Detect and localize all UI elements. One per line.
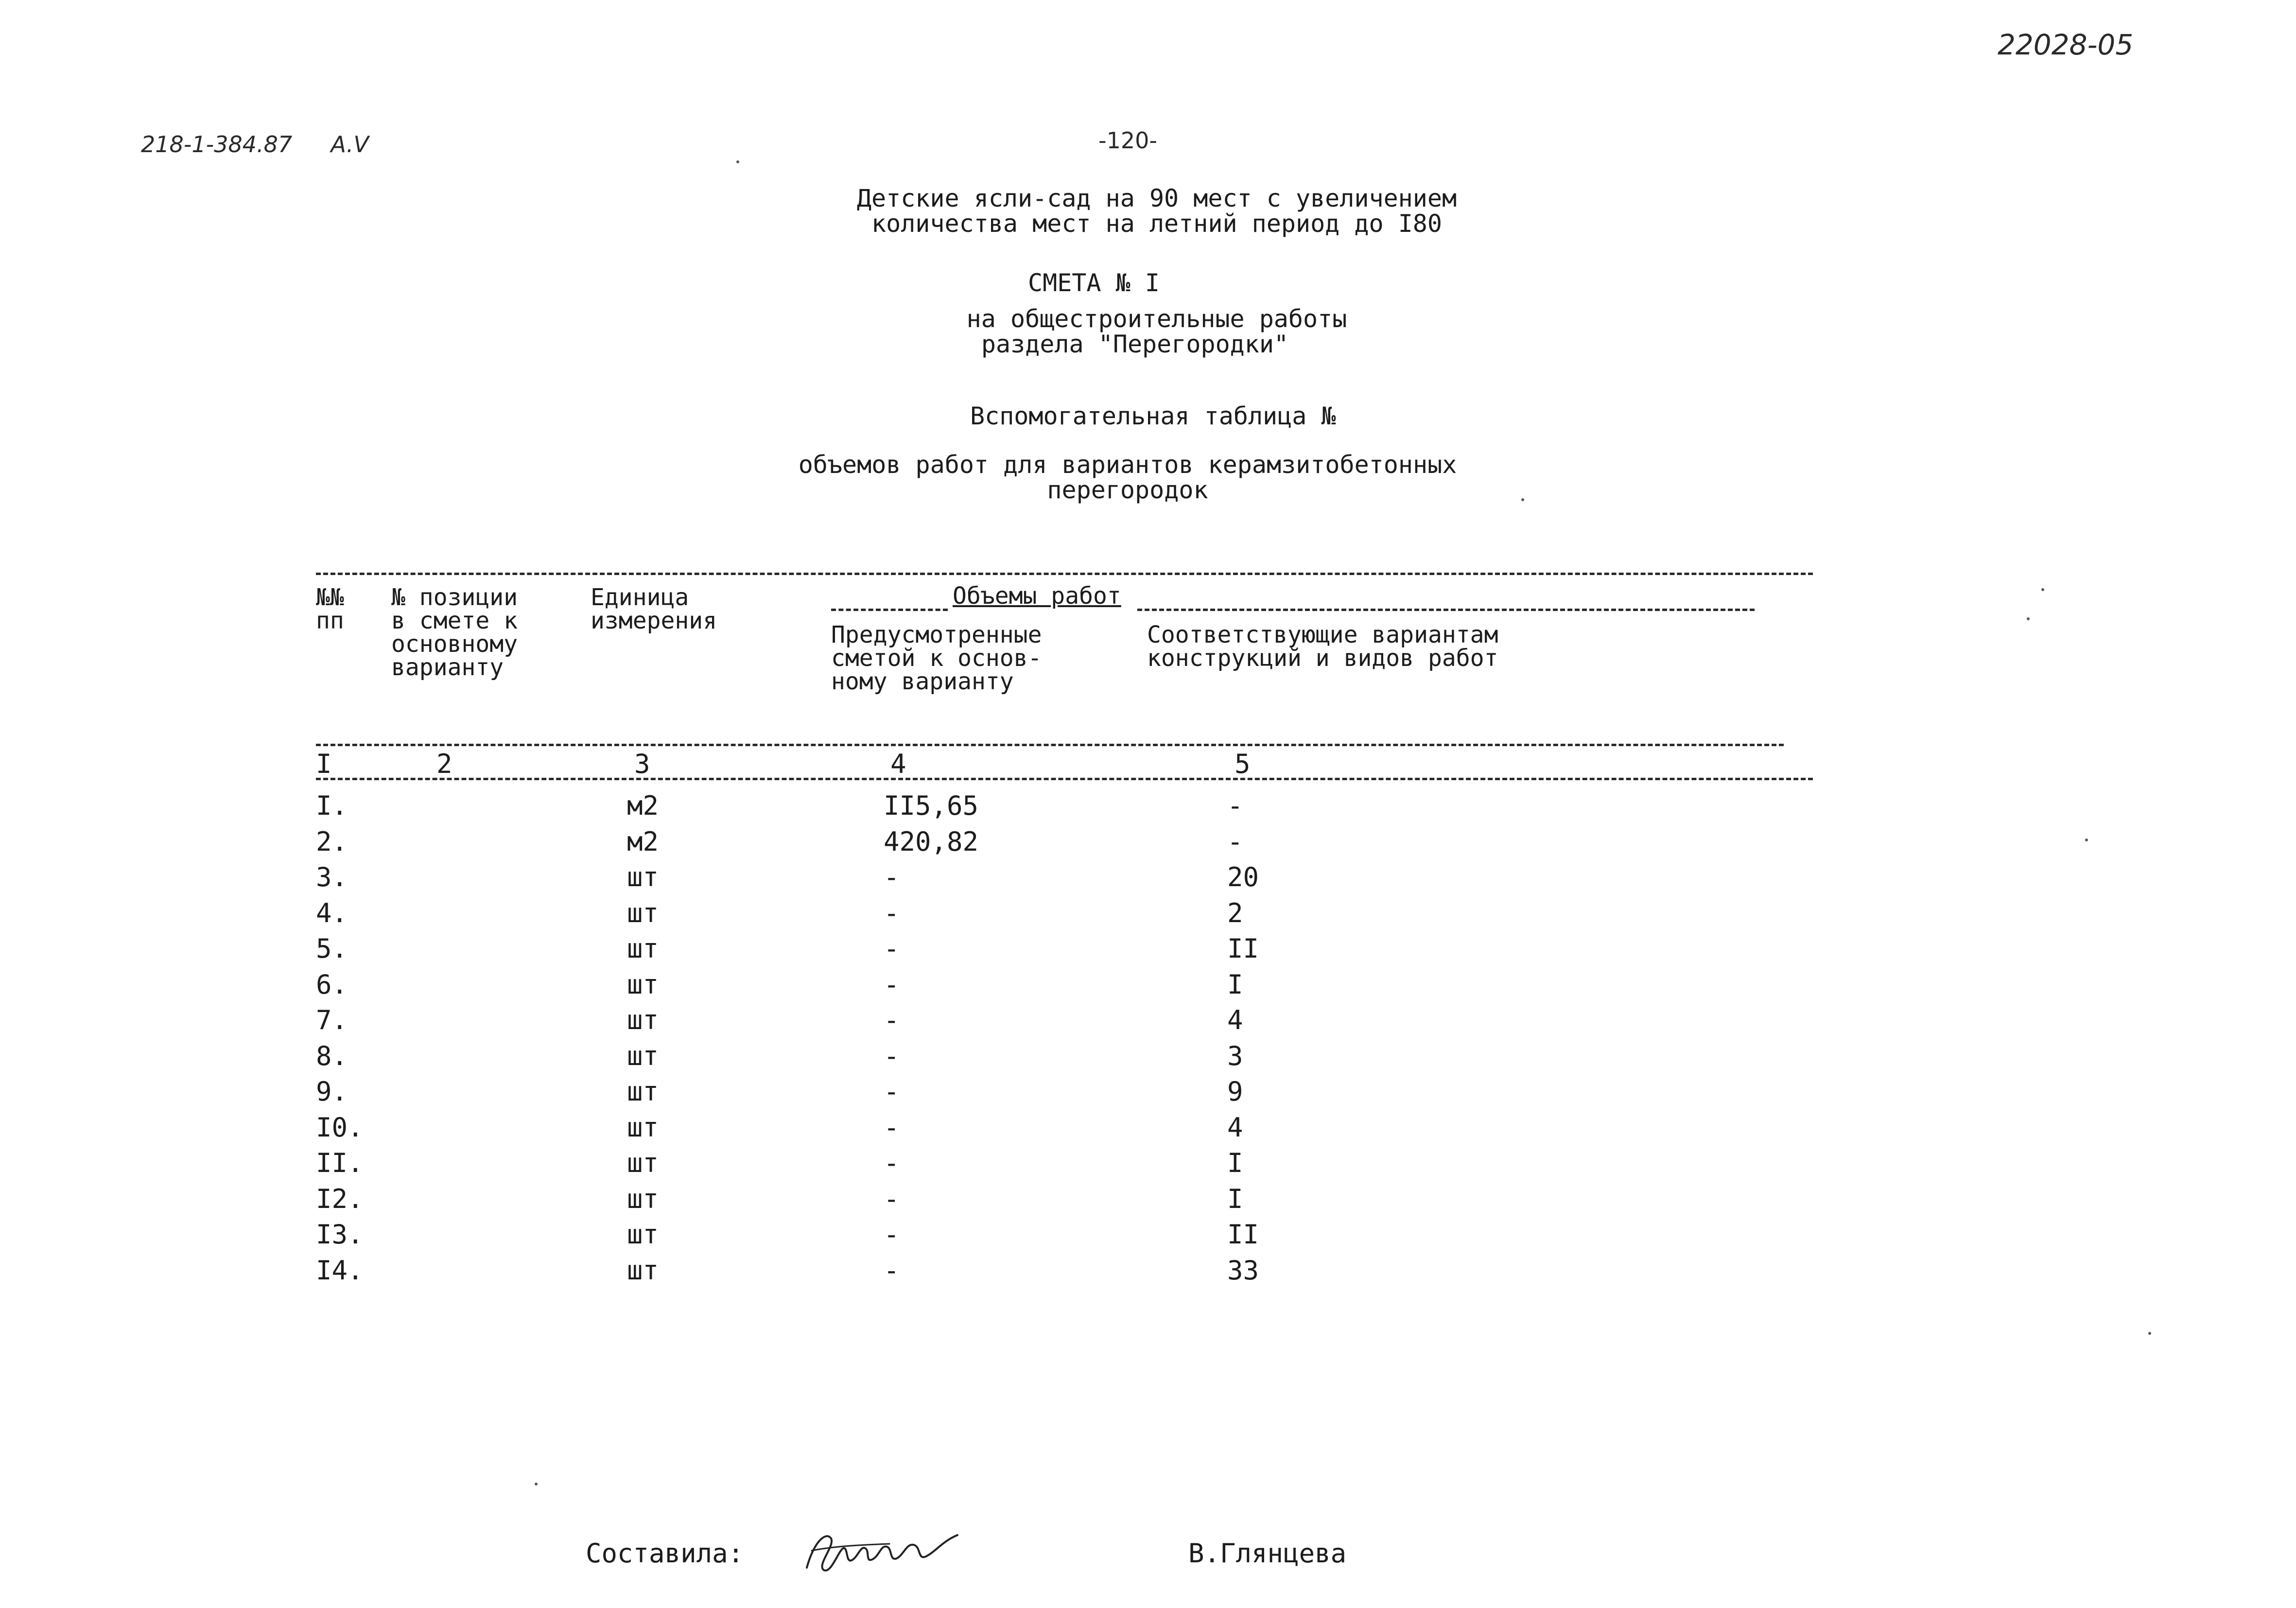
header-col2-line-4: варианту: [391, 654, 504, 681]
colnum-5: 5: [1235, 749, 1251, 779]
row-unit: шт: [627, 1041, 659, 1071]
row-variant-volume: -: [1227, 826, 1243, 857]
header-col3-line-1: Единица: [591, 584, 689, 611]
aux-subtitle-line-2: перегородок: [1047, 476, 1208, 504]
table-top-border: [316, 573, 1813, 575]
header-bottom-border: [316, 744, 1784, 746]
row-number: 8.: [316, 1041, 348, 1071]
row-number: I4.: [316, 1255, 364, 1286]
compiled-label: Составила:: [586, 1538, 744, 1569]
estimate-line-1: на общестроительные работы: [966, 305, 1347, 333]
title-line-1: Детские ясли-сад на 90 мест с увеличением: [856, 184, 1457, 212]
row-base-volume: -: [884, 1255, 900, 1286]
scan-speck: [2085, 839, 2088, 841]
row-base-volume: -: [884, 862, 900, 892]
header-col2-line-1: № позиции: [391, 584, 518, 611]
row-variant-volume: II: [1227, 1219, 1259, 1250]
colnum-2: 2: [436, 749, 452, 779]
header-group-line-right: [1137, 609, 1755, 611]
row-number: II.: [316, 1148, 364, 1178]
row-variant-volume: 33: [1227, 1255, 1259, 1286]
row-number: 7.: [316, 1005, 348, 1035]
aux-table-subtitle: [671, 452, 1584, 503]
header-col1-line-1: №№: [316, 584, 344, 611]
header-col4: [831, 623, 1042, 693]
colnum-3: 3: [634, 749, 650, 779]
row-base-volume: 420,82: [884, 826, 979, 857]
row-variant-volume: I: [1227, 1148, 1243, 1178]
row-unit: шт: [627, 862, 659, 892]
scan-speck: [1521, 498, 1524, 501]
row-unit: шт: [627, 1255, 659, 1286]
row-base-volume: -: [884, 933, 900, 964]
header-col4-line-2: сметой к основ-: [831, 645, 1042, 672]
header-col1: [316, 586, 344, 632]
row-unit: шт: [627, 969, 659, 1000]
scan-speck: [2041, 588, 2044, 591]
header-col4-line-1: Предусмотренные: [831, 621, 1042, 648]
row-base-volume: -: [884, 1041, 900, 1071]
header-col2-line-3: основному: [391, 630, 518, 658]
row-unit: м2: [627, 826, 659, 857]
colnum-4: 4: [890, 749, 906, 779]
row-variant-volume: 4: [1227, 1112, 1243, 1143]
header-col5-line-2: конструкций и видов работ: [1147, 645, 1498, 672]
row-number: I2.: [316, 1184, 364, 1214]
row-variant-volume: I: [1227, 1184, 1243, 1214]
row-number: 6.: [316, 969, 348, 1000]
header-group: Объемы работ: [953, 582, 1121, 610]
row-base-volume: -: [884, 898, 900, 928]
row-number: 2.: [316, 826, 348, 857]
row-base-volume: II5,65: [884, 790, 979, 821]
row-variant-volume: I: [1227, 969, 1243, 1000]
row-variant-volume: -: [1227, 790, 1243, 821]
title-line-2: количества мест на летний период до I80: [871, 210, 1442, 238]
scan-speck: [736, 160, 739, 163]
row-base-volume: -: [884, 969, 900, 1000]
colnum-1: I: [316, 749, 332, 779]
header-col3: [591, 586, 717, 632]
header-col3-line-2: измерения: [591, 607, 717, 634]
colnum-bottom-border: [316, 778, 1813, 780]
row-variant-volume: 9: [1227, 1076, 1243, 1107]
doc-album: A.V: [330, 131, 369, 157]
aux-table-title: Вспомогательная таблица №: [970, 402, 1336, 430]
row-unit: шт: [627, 1219, 659, 1250]
scan-speck: [535, 1483, 538, 1486]
row-unit: шт: [627, 1112, 659, 1143]
scan-speck: [2148, 1332, 2151, 1335]
aux-subtitle-line-1: объемов работ для вариантов керамзитобетонных: [798, 451, 1457, 479]
row-base-volume: -: [884, 1184, 900, 1214]
header-col5-line-1: Соответствующие вариантам: [1147, 621, 1498, 648]
row-variant-volume: 4: [1227, 1005, 1243, 1035]
row-number: I0.: [316, 1112, 364, 1143]
page-number: -120-: [1098, 127, 1157, 154]
row-number: I3.: [316, 1219, 364, 1250]
header-col5: [1147, 623, 1498, 670]
header-col4-line-3: ному варианту: [831, 668, 1014, 695]
row-number: I.: [316, 790, 348, 821]
row-unit: шт: [627, 1148, 659, 1178]
row-unit: шт: [627, 1076, 659, 1107]
header-col1-line-2: пп: [316, 607, 344, 634]
row-unit: шт: [627, 933, 659, 964]
document-title: [622, 186, 1691, 236]
signature: [797, 1521, 982, 1580]
doc-code: [141, 131, 369, 157]
row-base-volume: -: [884, 1076, 900, 1107]
archive-number: 22028-05: [1998, 28, 2134, 61]
row-base-volume: -: [884, 1148, 900, 1178]
estimate-name: СМЕТА № I: [1028, 269, 1160, 297]
row-number: 5.: [316, 933, 348, 964]
row-unit: м2: [627, 790, 659, 821]
row-base-volume: -: [884, 1112, 900, 1143]
compiler-name: В.Глянцева: [1188, 1538, 1347, 1569]
doc-code-number: 218-1-384.87: [141, 131, 293, 157]
row-unit: шт: [627, 1005, 659, 1035]
header-col2: [391, 586, 518, 679]
row-variant-volume: 20: [1227, 862, 1259, 892]
header-col2-line-2: в смете к: [391, 607, 518, 634]
row-base-volume: -: [884, 1219, 900, 1250]
row-number: 9.: [316, 1076, 348, 1107]
row-number: 4.: [316, 898, 348, 928]
estimate-line-2: раздела "Перегородки": [981, 330, 1289, 358]
scan-speck: [2027, 617, 2030, 620]
estimate-description: [768, 306, 1546, 357]
row-base-volume: -: [884, 1005, 900, 1035]
header-group-line-left: [831, 609, 948, 611]
row-number: 3.: [316, 862, 348, 892]
row-variant-volume: II: [1227, 933, 1259, 964]
row-unit: шт: [627, 898, 659, 928]
row-variant-volume: 3: [1227, 1041, 1243, 1071]
row-variant-volume: 2: [1227, 898, 1243, 928]
row-unit: шт: [627, 1184, 659, 1214]
